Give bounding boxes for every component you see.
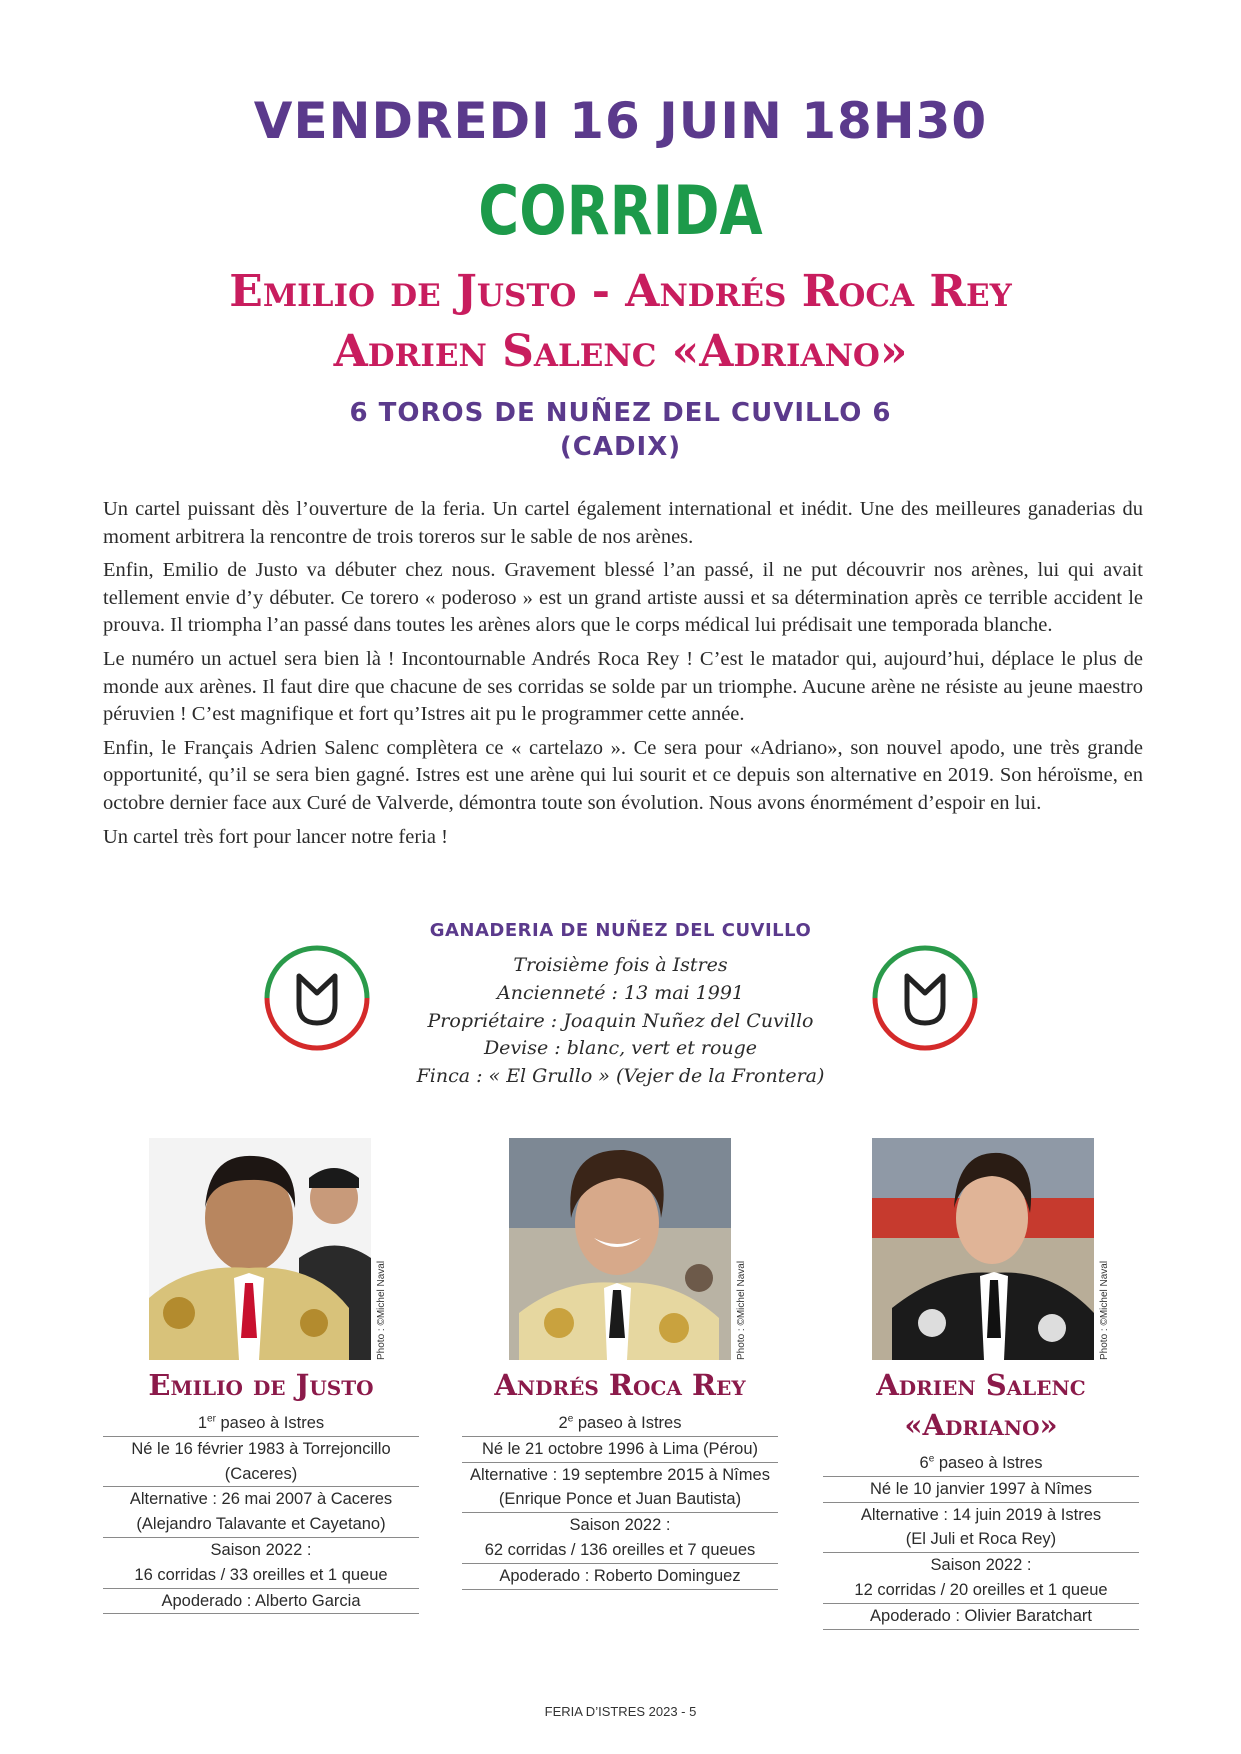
torero-name [103, 1365, 419, 1405]
torero-name-line: Emilio de Justo [148, 1368, 374, 1402]
torero-photo-emilio [149, 1138, 371, 1360]
paragraph: Un cartel très fort pour lancer notre feria ! [103, 825, 448, 848]
facts-row: Né le 10 janvier 1997 à Nîmes [823, 1477, 1139, 1503]
paseo-row: 2e paseo à Istres [462, 1411, 778, 1437]
facts-row: Né le 16 février 1983 à Torrejoncillo (Caceres) [103, 1437, 419, 1488]
matadors-heading [0, 262, 1241, 382]
paragraph: Enfin, Emilio de Justo va débuter chez nous. Gravement blessé l’an passé, il ne put découvrir nos arènes, lui qui avait tellement envie d’y débuter. Ce torero « poderoso » est un grand artiste aussi et sa détermination après ce terrible accident le prouva. Il triompha l’an passé dans toutes les arènes alors que le corps médical lui prédisait une temporada blanche. [103, 559, 1143, 637]
facts-row: Alternative : 19 septembre 2015 à Nîmes (Enrique Ponce et Juan Bautista) [462, 1463, 778, 1514]
ganaderia-line: Troisième fois à Istres [513, 954, 728, 976]
ganaderia-line: Propriétaire : Joaquin Nuñez del Cuvillo [427, 1009, 814, 1032]
toros-line-2: (CADIX) [559, 432, 682, 462]
facts-row: Saison 2022 : 16 corridas / 33 oreilles et 1 queue [103, 1538, 419, 1589]
ganaderia-emblem-right-icon [870, 943, 980, 1053]
paseo-row: 6e paseo à Istres [823, 1451, 1139, 1477]
torero-facts [462, 1411, 778, 1590]
matadors-line-2: Adrien Salenc «Adriano» [333, 326, 908, 377]
facts-row: Apoderado : Roberto Dominguez [462, 1564, 778, 1590]
page-footer: FERIA D’ISTRES 2023 - 5 [544, 1704, 697, 1719]
facts-row: Saison 2022 : 62 corridas / 136 oreilles et 7 queues [462, 1513, 778, 1564]
facts-row: Saison 2022 : 12 corridas / 20 oreilles et 1 queue [823, 1553, 1139, 1604]
torero-photo-salenc [872, 1138, 1094, 1360]
torero-name-line: Andrés Roca Rey [494, 1368, 746, 1402]
torero-facts [103, 1411, 419, 1614]
paseo-row: 1er paseo à Istres [103, 1411, 419, 1437]
torero-name [823, 1365, 1139, 1445]
torero-photo-roca-rey [509, 1138, 731, 1360]
ganaderia-emblem-left-icon [262, 943, 372, 1053]
event-date: VENDREDI 16 JUIN 18H30 [253, 92, 988, 150]
paragraph: Enfin, le Français Adrien Salenc complètera ce « cartelazo ». Ce sera pour «Adriano», son nouvel apodo, une très grande opportunité, qu’il se sera bien gagné. Istres est une arène qui lui sourit et ce depuis son alternative en 2019. Son héroïsme, en octobre dernier face aux Curé de Valverde, démontra toute son évolution. Nous avons énormément d’espoir en lui. [103, 736, 1143, 814]
paragraph: Un cartel puissant dès l’ouverture de la feria. Un cartel également international et inédit. Une des meilleures ganaderias du moment arbitrera la rencontre de trois toreros sur le sable de nos arènes. [103, 498, 1143, 548]
toros-heading [0, 396, 1241, 464]
ganaderia-title: GANADERIA DE NUÑEZ DEL CUVILLO [429, 920, 812, 941]
photo-credit: Photo : ©Michel Naval [736, 1260, 747, 1360]
torero-facts [823, 1451, 1139, 1630]
ganaderia-line: Ancienneté : 13 mai 1991 [496, 981, 745, 1004]
facts-row: Apoderado : Olivier Baratchart [823, 1604, 1139, 1630]
ganaderia-line: Devise : blanc, vert et rouge [483, 1037, 758, 1060]
photo-credit: Photo : ©Michel Naval [376, 1260, 387, 1360]
paragraph: Le numéro un actuel sera bien là ! Incontournable Andrés Roca Rey ! C’est le matador qui, aujourd’hui, déplace le plus de monde aux arènes. Il faut dire que chacune de ses corridas se solde par un triomphe. Aucune arène ne résiste au jeune maestro péruvien ! C’est magnifique et fort qu’Istres ait pu le programmer cette année. [103, 647, 1143, 726]
torero-name [462, 1365, 778, 1405]
facts-row: Alternative : 14 juin 2019 à Istres (El Juli et Roca Rey) [823, 1503, 1139, 1554]
ganaderia-line: Finca : « El Grullo » (Vejer de la Frontera) [416, 1065, 825, 1088]
matadors-line-1: Emilio de Justo - Andrés Roca Rey [229, 266, 1012, 317]
facts-row: Alternative : 26 mai 2007 à Caceres (Alejandro Talavante et Cayetano) [103, 1487, 419, 1538]
event-type: CORRIDA [478, 172, 763, 251]
facts-row: Né le 21 octobre 1996 à Lima (Pérou) [462, 1437, 778, 1463]
toros-line-1: 6 TOROS DE NUÑEZ DEL CUVILLO 6 [349, 398, 892, 428]
photo-credit: Photo : ©Michel Naval [1099, 1260, 1110, 1360]
article-body [103, 496, 1143, 857]
torero-name-line: «Adriano» [904, 1408, 1058, 1442]
torero-name-line: Adrien Salenc [876, 1368, 1086, 1402]
facts-row: Apoderado : Alberto Garcia [103, 1589, 419, 1615]
ganaderia-info [0, 952, 1241, 1091]
